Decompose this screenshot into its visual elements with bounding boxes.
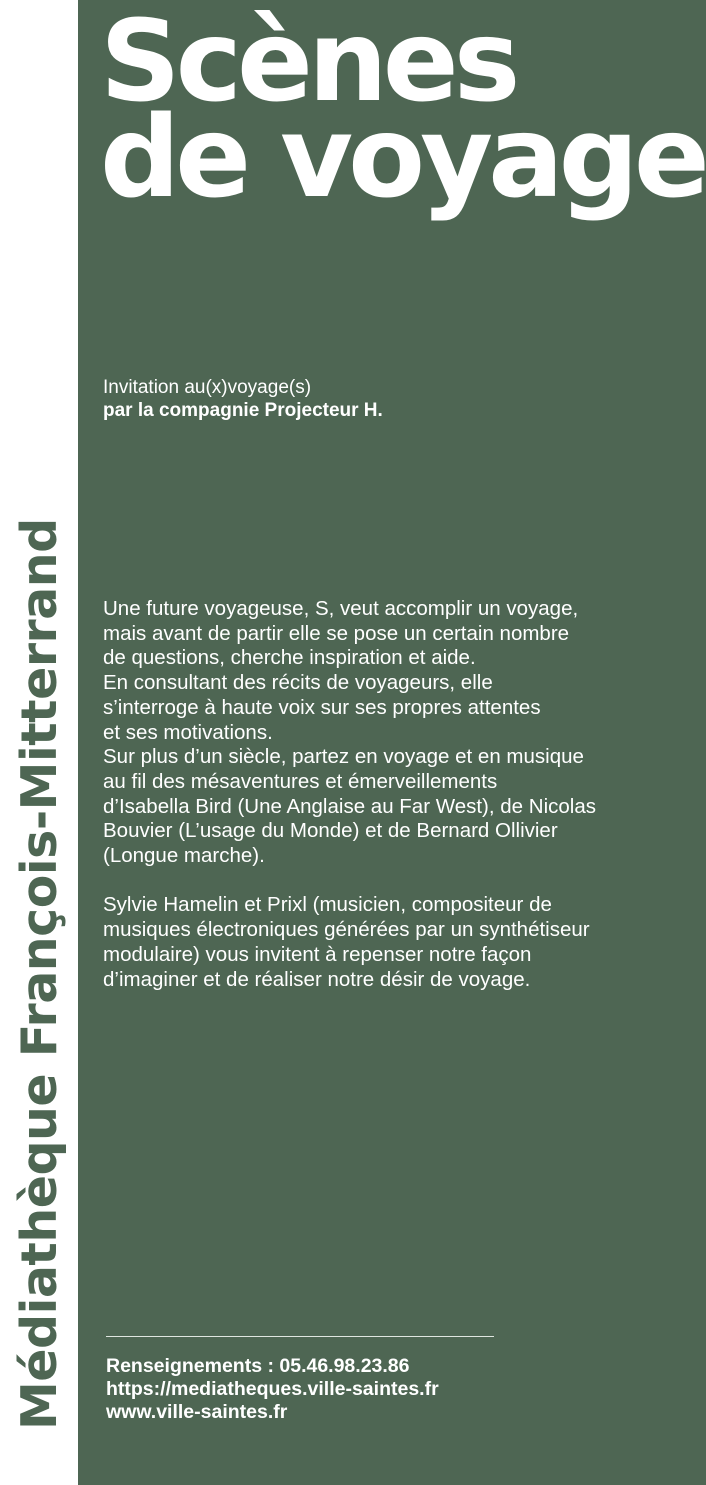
text-line: En consultant des récits de voyageurs, elle (103, 671, 493, 695)
divider (106, 1336, 494, 1337)
text-line: d’Isabella Bird (Une Anglaise au Far West), de Nicolas (103, 794, 596, 818)
event-title-line-1: Scènes (100, 0, 516, 127)
contact-info (106, 1355, 439, 1424)
description (103, 597, 693, 1017)
text-line: Une future voyageuse, S, veut accomplir un voyage, (103, 597, 579, 620)
contact-phone: Renseignements : 05.46.98.23.86 (106, 1355, 410, 1377)
text-line: Bouvier (L’usage du Monde) et de Bernard Ollivier (103, 819, 558, 843)
content-panel (78, 0, 706, 1485)
text-line: Sylvie Hamelin et Prixl (musicien, compositeur de (103, 893, 552, 917)
side-band (0, 0, 78, 1485)
text-line: mais avant de partir elle se pose un certain nombre (103, 621, 570, 645)
description-paragraph-1 (103, 597, 693, 869)
text-line: s’interroge à haute voix sur ses propres attentes (103, 695, 541, 719)
text-line: Sur plus d’un siècle, partez en voyage et en musique (103, 745, 584, 769)
event-title-line-2: de voyage (100, 93, 705, 223)
contact-website-ville[interactable]: www.ville-saintes.fr (106, 1401, 288, 1423)
text-line: (Longue marche). (103, 844, 265, 868)
intro-subtitle: Invitation au(x)voyage(s) (103, 377, 312, 398)
text-line: au fil des mésaventures et émerveillements (103, 769, 498, 793)
text-line: modulaire) vous invitent à repenser notre façon (103, 942, 532, 966)
intro-company: par la compagnie Projecteur H. (103, 400, 383, 421)
text-line: de questions, cherche inspiration et aide. (103, 646, 476, 670)
text-line: musiques électroniques générées par un synthétiseur (103, 918, 590, 942)
description-paragraph-2 (103, 893, 693, 992)
contact-website-mediatheques[interactable]: https://mediatheques.ville-saintes.fr (106, 1378, 439, 1400)
intro (103, 376, 383, 422)
text-line: et ses motivations. (103, 720, 273, 744)
event-title (100, 0, 705, 223)
venue-name: Médiathèque François-Mitterrand (10, 518, 68, 1430)
text-line: d’imaginer et de réaliser notre désir de voyage. (103, 967, 531, 991)
